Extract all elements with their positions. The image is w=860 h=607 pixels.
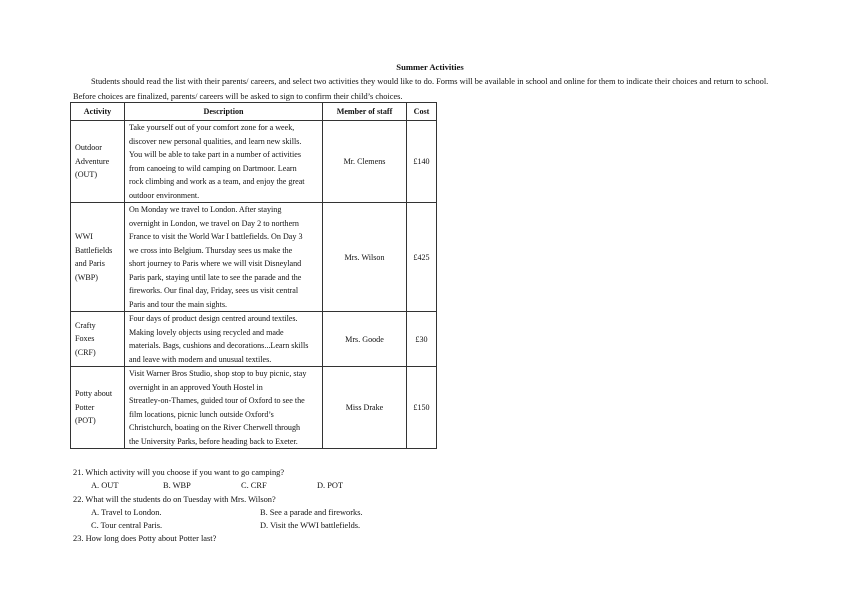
cost-cell: £140	[407, 121, 437, 203]
staff-member-cell: Miss Drake	[323, 367, 407, 449]
description-line: the University Parks, before heading back to Exeter.	[129, 436, 298, 446]
table-row	[71, 312, 437, 367]
option-b: B. WBP	[163, 481, 191, 491]
option-c: C. CRF	[241, 481, 267, 491]
cost-cell: £30	[407, 312, 437, 367]
option-b: B. See a parade and fireworks.	[260, 507, 363, 517]
activity-description-cell	[125, 367, 323, 449]
description-line: short journey to Paris where we will visit Disneyland	[129, 259, 302, 268]
description-line: Visit Warner Bros Studio, shop stop to buy picnic, stay	[129, 369, 307, 378]
activity-name-line: (POT)	[75, 416, 96, 426]
cost-cell: £425	[407, 203, 437, 312]
header-cost: Cost	[407, 103, 437, 121]
description-line: fireworks. Our final day, Friday, sees us visit central	[129, 286, 299, 295]
header-activity: Activity	[71, 103, 125, 121]
description-line: Streatley-on-Thames, guided tour of Oxford to see the	[129, 396, 305, 405]
description-line: Take yourself out of your comfort zone for a week,	[129, 123, 295, 132]
description-line: overnight in an approved Youth Hostel in	[129, 382, 263, 392]
description-line: You will be able to take part in a number of activities	[129, 150, 302, 159]
description-line: Making lovely objects using recycled and made	[129, 327, 284, 337]
option-c: C. Tour central Paris.	[91, 521, 163, 531]
activity-name-line: Adventure	[75, 156, 110, 166]
description-line: discover new personal qualities, and learn new skills.	[129, 136, 302, 146]
activity-name-cell	[71, 367, 125, 449]
question-23: 23. How long does Potty about Potter last?	[73, 534, 217, 544]
question-22-options-row1	[73, 506, 793, 519]
description-line: outdoor environment.	[129, 190, 200, 200]
table-header-row	[71, 103, 437, 121]
description-line: Four days of product design centred around textiles.	[129, 314, 298, 323]
activity-name-line: Potty about	[75, 389, 113, 399]
table-row	[71, 203, 437, 312]
description-line: France to visit the World War I battlefields. On Day 3	[129, 232, 303, 241]
questions-section	[73, 466, 793, 546]
cost-cell: £150	[407, 367, 437, 449]
description-line: On Monday we travel to London. After staying	[129, 205, 282, 214]
header-staff: Member of staff	[323, 103, 407, 121]
activity-name-line: Outdoor	[75, 143, 102, 153]
activity-name-cell	[71, 203, 125, 312]
header-description: Description	[125, 103, 323, 121]
option-d: D. Visit the WWI battlefields.	[260, 521, 361, 531]
page-title: Summer Activities	[396, 62, 464, 72]
activity-name-line: Foxes	[75, 334, 95, 344]
intro-paragraph: Students should read the list with their parents/ careers, and select two activities they would like to do. Forms will be available in school and online for them to indicate their choices and return to school. Before choices are finalized, parents/ careers will be asked to sign to confirm their child’s choices.	[73, 77, 769, 101]
question-22: 22. What will the students do on Tuesday with Mrs. Wilson?	[73, 494, 276, 504]
activity-name-cell	[71, 121, 125, 203]
description-line: overnight in London, we travel on Day 2 to northern	[129, 218, 299, 228]
activity-description-cell	[125, 121, 323, 203]
description-line: Christchurch, boating on the River Cherwell through	[129, 423, 301, 432]
staff-member-cell: Mrs. Wilson	[323, 203, 407, 312]
activity-description-cell	[125, 203, 323, 312]
activity-name-line: Battlefields	[75, 245, 113, 255]
table-row	[71, 121, 437, 203]
option-a: A. OUT	[91, 481, 119, 491]
activity-name-line: (WBP)	[75, 272, 98, 282]
description-line: from canoeing to wild camping on Dartmoor. Learn	[129, 163, 297, 173]
description-line: and leave with modern and unusual textiles.	[129, 354, 272, 364]
table-row	[71, 367, 437, 449]
staff-member-cell: Mrs. Goode	[323, 312, 407, 367]
option-d: D. POT	[317, 481, 344, 491]
activity-name-line: Crafty	[75, 320, 96, 330]
staff-member-cell: Mr. Clemens	[323, 121, 407, 203]
description-line: Paris and tour the main sights.	[129, 299, 228, 309]
activity-description-cell	[125, 312, 323, 367]
description-line: rock climbing and work as a team, and enjoy the great	[129, 177, 305, 186]
question-22-options-row2	[73, 519, 793, 532]
activity-name-line: (CRF)	[75, 347, 96, 357]
option-a: A. Travel to London.	[91, 507, 162, 517]
activity-name-line: WWI	[75, 232, 93, 241]
description-line: materials. Bags, cushions and decorations...Learn skills	[129, 341, 309, 350]
activity-name-line: and Paris	[75, 259, 105, 268]
activity-name-line: Potter	[75, 402, 95, 412]
description-line: we cross into Belgium. Thursday sees us make the	[129, 245, 293, 255]
activities-table	[70, 102, 437, 449]
question-21-options	[73, 479, 793, 492]
activity-name-cell	[71, 312, 125, 367]
description-line: film locations, picnic lunch outside Oxford’s	[129, 409, 274, 419]
question-21: 21. Which activity will you choose if you want to go camping?	[73, 468, 285, 477]
description-line: Paris park, staying until late to see the parade and the	[129, 272, 302, 282]
activity-name-line: (OUT)	[75, 170, 98, 180]
